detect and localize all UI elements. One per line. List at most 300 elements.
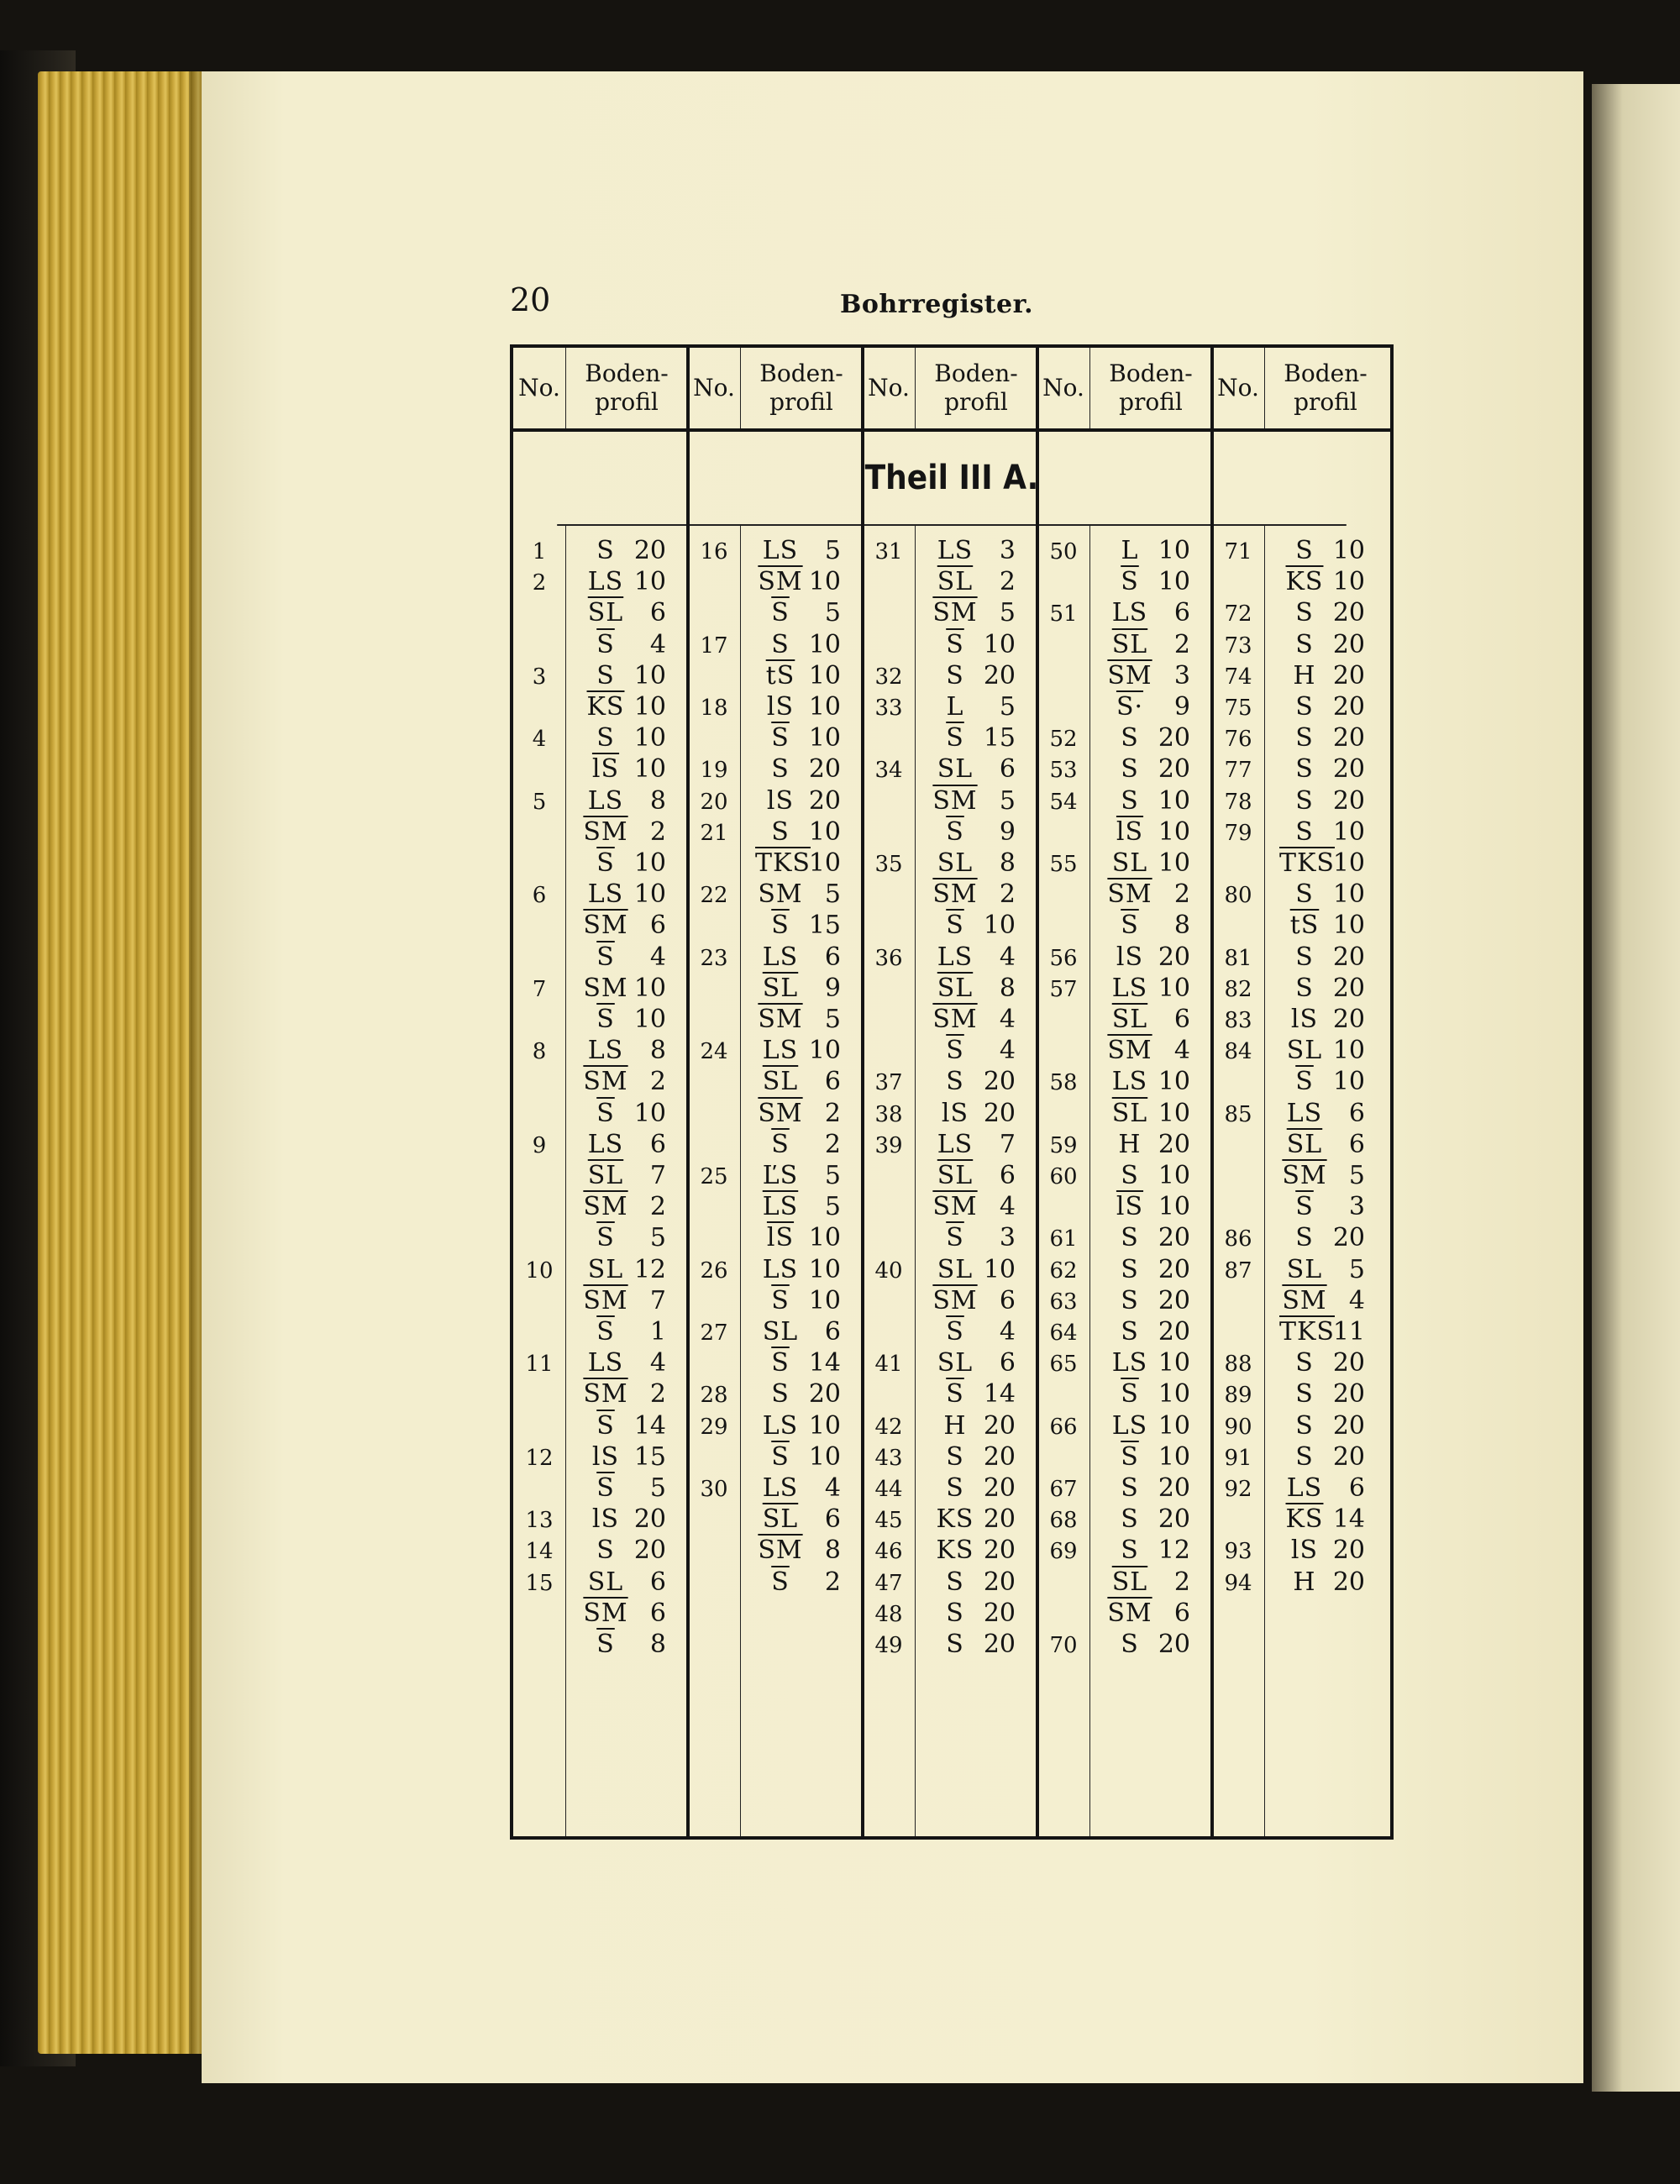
entry-number: 66 <box>1049 1414 1078 1440</box>
layer-depth: 20 <box>808 785 841 816</box>
entry-number: 83 <box>1224 1008 1252 1033</box>
soil-type: $\overline{S}$ <box>771 1348 790 1378</box>
soil-layer <box>1279 786 1365 816</box>
soil-layer <box>755 754 841 785</box>
soil-layer <box>1105 1411 1190 1441</box>
soil-type: S <box>1121 1254 1139 1284</box>
soil-type: LS <box>587 1348 624 1378</box>
layer-depth: 5 <box>999 785 1016 816</box>
entry-number: 21 <box>700 820 728 846</box>
soil-layer <box>755 786 841 816</box>
soil-type: S <box>1295 692 1314 722</box>
layer-depth: 20 <box>1332 1005 1365 1034</box>
soil-layer <box>1105 786 1190 816</box>
column-divider <box>1089 348 1090 428</box>
entry-number: 18 <box>700 696 728 721</box>
soil-layer <box>580 692 666 722</box>
entry-number: 52 <box>1049 727 1078 753</box>
soil-layer <box>1279 1067 1365 1097</box>
soil-type: S <box>946 1473 964 1503</box>
layer-depth: 5 <box>824 1161 841 1190</box>
entry-number: 45 <box>874 1508 903 1534</box>
entry-number: 48 <box>874 1601 903 1627</box>
layer-depth: 20 <box>1332 1441 1365 1472</box>
soil-type: $\overline{S}$ <box>946 629 964 659</box>
layer-depth: 10 <box>983 629 1016 659</box>
layer-depth: 2 <box>649 816 666 847</box>
soil-type: S <box>1121 1473 1139 1503</box>
soil-type: LS <box>587 1129 624 1159</box>
soil-type: $\overline{S}$ <box>771 723 790 753</box>
layer-depth: 20 <box>983 1098 1016 1128</box>
soil-layer <box>755 1130 841 1160</box>
layer-depth: 6 <box>649 1567 666 1597</box>
layer-depth: 10 <box>1158 536 1190 565</box>
soil-layer <box>1105 1599 1190 1629</box>
soil-type: LS <box>762 536 799 565</box>
soil-type: S <box>1121 1504 1139 1535</box>
entry-number: 42 <box>874 1414 903 1440</box>
soil-layer <box>930 786 1016 816</box>
soil-layer <box>1279 942 1365 973</box>
layer-depth: 8 <box>649 1630 666 1659</box>
entry-number: 6 <box>532 883 547 909</box>
soil-type: $\overline{SL}$ <box>587 598 624 628</box>
soil-layer <box>1279 1442 1365 1473</box>
layer-depth: 20 <box>1332 754 1365 785</box>
soil-type: S <box>1295 785 1314 816</box>
layer-depth: 4 <box>649 1348 666 1378</box>
soil-layer <box>1279 630 1365 660</box>
column-divider <box>1089 526 1090 1836</box>
entry-number: 61 <box>1049 1226 1078 1252</box>
layer-depth: 20 <box>983 1504 1016 1535</box>
layer-depth: 5 <box>649 1473 666 1503</box>
page-edges <box>38 71 206 2054</box>
soil-layer <box>930 723 1016 753</box>
entry-number: 3 <box>532 664 547 690</box>
layer-depth: 10 <box>808 1223 841 1253</box>
layer-depth: 20 <box>808 754 841 785</box>
soil-type: $\overline{S}$ <box>596 1630 615 1659</box>
layer-depth: 4 <box>999 1317 1016 1347</box>
soil-type: $\overline{SM}$ <box>932 1192 978 1222</box>
layer-depth: 10 <box>633 754 666 785</box>
soil-type: SL <box>937 848 974 878</box>
layer-depth: 4 <box>1173 1036 1190 1066</box>
layer-depth: 5 <box>999 692 1016 722</box>
soil-type: $\overline{S}$ <box>946 1223 964 1253</box>
column-group-divider <box>1210 348 1214 1836</box>
soil-type: $\overline{SM}$ <box>1107 1036 1152 1066</box>
layer-depth: 7 <box>999 1129 1016 1159</box>
layer-depth: 20 <box>1332 785 1365 816</box>
soil-type: $\overline{S}$ <box>596 1317 615 1347</box>
layer-depth: 6 <box>999 754 1016 785</box>
facing-page-edge <box>1592 84 1680 2092</box>
soil-type: $\overline{tS}$ <box>765 660 795 690</box>
soil-type: LS <box>1111 973 1148 1003</box>
header-bodenprofil: Boden- profil <box>585 360 669 416</box>
layer-depth: 10 <box>808 816 841 847</box>
layer-depth: 20 <box>1332 629 1365 659</box>
soil-layer <box>930 567 1016 597</box>
entry-number: 19 <box>700 758 728 784</box>
soil-layer <box>580 1130 666 1160</box>
soil-type: $\overline{S}$ <box>596 942 615 972</box>
layer-depth: 5 <box>999 598 1016 628</box>
entry-number: 63 <box>1049 1289 1078 1315</box>
layer-depth: 12 <box>1158 1536 1190 1566</box>
layer-depth: 9 <box>1173 692 1190 722</box>
entry-number: 59 <box>1049 1132 1078 1158</box>
layer-depth: 20 <box>1158 1254 1190 1284</box>
layer-depth: 10 <box>633 1098 666 1128</box>
soil-layer <box>1105 1473 1190 1504</box>
soil-type: SL <box>937 1254 974 1284</box>
layer-depth: 6 <box>999 1348 1016 1378</box>
soil-layer <box>755 1067 841 1097</box>
soil-layer <box>755 692 841 722</box>
soil-type: H <box>1118 1129 1142 1159</box>
layer-depth: 10 <box>633 879 666 910</box>
soil-layer <box>930 817 1016 848</box>
layer-depth: 20 <box>983 1536 1016 1566</box>
soil-layer <box>930 974 1016 1004</box>
layer-depth: 10 <box>1158 1348 1190 1378</box>
soil-type: lS <box>591 1441 620 1472</box>
soil-layer <box>1279 598 1365 628</box>
soil-layer <box>1105 1504 1190 1535</box>
soil-layer <box>1279 911 1365 941</box>
header-bodenprofil: Boden- profil <box>1109 360 1193 416</box>
soil-type: $\overline{SM}$ <box>583 1192 628 1222</box>
soil-layer <box>1279 536 1365 566</box>
layer-depth: 20 <box>983 1567 1016 1597</box>
soil-layer <box>580 723 666 753</box>
layer-depth: 10 <box>808 692 841 722</box>
soil-layer <box>1279 1099 1365 1129</box>
soil-layer <box>755 567 841 597</box>
soil-type: LS <box>937 942 974 972</box>
soil-type: $\overline{S}$ <box>771 1285 790 1315</box>
layer-depth: 10 <box>1158 1192 1190 1222</box>
layer-depth: 3 <box>1173 660 1190 690</box>
header-bodenprofil: Boden- profil <box>1284 360 1368 416</box>
entry-number: 23 <box>700 945 728 971</box>
soil-type: S <box>1121 1161 1139 1190</box>
header-no: No. <box>693 374 735 402</box>
column-divider <box>1264 526 1265 1836</box>
entry-number: 4 <box>532 727 547 753</box>
soil-layer <box>580 1161 666 1191</box>
soil-type: $\overline{SL}$ <box>762 1504 799 1535</box>
entry-number: 36 <box>874 945 903 971</box>
layer-depth: 10 <box>1332 1067 1365 1097</box>
soil-layer <box>755 974 841 1004</box>
column-divider <box>915 526 916 1836</box>
layer-depth: 20 <box>1158 1129 1190 1159</box>
soil-type: $\overline{S}$ <box>596 1005 615 1034</box>
entry-number: 22 <box>700 883 728 909</box>
soil-type: $\overline{SM}$ <box>583 1285 628 1315</box>
soil-type: $\overline{S}$ <box>1121 567 1139 597</box>
entry-number: 64 <box>1049 1320 1078 1346</box>
layer-depth: 20 <box>983 1598 1016 1628</box>
soil-type: LS <box>587 1036 624 1066</box>
entry-number: 82 <box>1224 976 1252 1002</box>
soil-type: $\overline{lS}$ <box>1116 816 1144 847</box>
layer-depth: 5 <box>1348 1161 1365 1190</box>
entry-number: 79 <box>1224 820 1252 846</box>
layer-depth: 6 <box>824 1504 841 1535</box>
soil-layer <box>580 1192 666 1222</box>
soil-type: $\overline{SM}$ <box>1282 1285 1327 1315</box>
layer-depth: 10 <box>983 911 1016 941</box>
soil-layer <box>755 848 841 879</box>
entry-number: 16 <box>700 539 728 564</box>
soil-layer <box>1105 598 1190 628</box>
soil-type: lS <box>591 1504 620 1535</box>
layer-depth: 3 <box>999 1223 1016 1253</box>
entry-number: 49 <box>874 1633 903 1658</box>
soil-layer <box>930 1317 1016 1347</box>
soil-type: $\overline{SM}$ <box>583 816 628 847</box>
layer-depth: 20 <box>1332 1379 1365 1410</box>
layer-depth: 8 <box>999 973 1016 1003</box>
soil-layer <box>1279 1536 1365 1566</box>
entry-number: 55 <box>1049 852 1078 877</box>
entry-number: 38 <box>874 1101 903 1127</box>
layer-depth: 5 <box>824 1005 841 1034</box>
entry-number: 33 <box>874 696 903 721</box>
soil-type: S <box>1121 785 1139 816</box>
soil-layer <box>580 1317 666 1347</box>
soil-layer <box>1279 879 1365 910</box>
table-header-row <box>513 348 1390 432</box>
layer-depth: 8 <box>824 1536 841 1566</box>
layer-depth: 8 <box>999 848 1016 878</box>
layer-depth: 10 <box>633 723 666 753</box>
soil-type: S <box>1121 1223 1139 1253</box>
entry-number: 5 <box>532 789 547 815</box>
layer-depth: 20 <box>1158 1223 1190 1253</box>
entry-number: 32 <box>874 664 903 690</box>
soil-layer <box>1279 1411 1365 1441</box>
entry-number: 57 <box>1049 976 1078 1002</box>
soil-layer <box>580 817 666 848</box>
soil-type: LS <box>1111 1067 1148 1097</box>
soil-type: $\overline{SL}$ <box>937 567 974 597</box>
soil-type: $\overline{KS}$ <box>586 692 625 722</box>
layer-depth: 10 <box>633 1005 666 1034</box>
soil-type: $\overline{S}$ <box>946 911 964 941</box>
soil-type: $\overline{SL}$ <box>1286 1129 1323 1159</box>
soil-type: $\overline{SM}$ <box>932 1005 978 1034</box>
soil-type: S <box>1121 1536 1139 1566</box>
layer-depth: 6 <box>1173 1005 1190 1034</box>
soil-type: LS <box>762 1473 799 1503</box>
soil-layer <box>930 1255 1016 1285</box>
soil-type: $\overline{S}$ <box>771 1567 790 1597</box>
soil-layer <box>1279 661 1365 691</box>
entry-number: 1 <box>532 539 547 564</box>
soil-type: SL <box>1286 1254 1323 1284</box>
soil-type: S <box>1295 879 1314 910</box>
layer-depth: 7 <box>649 1161 666 1190</box>
soil-type: $\overline{SL}$ <box>762 1067 799 1097</box>
layer-depth: 20 <box>983 1473 1016 1503</box>
soil-layer <box>1279 817 1365 848</box>
layer-depth: 5 <box>824 879 841 910</box>
soil-layer <box>1105 942 1190 973</box>
layer-depth: 6 <box>649 911 666 941</box>
layer-depth: 20 <box>1158 1285 1190 1315</box>
layer-depth: 20 <box>633 536 666 565</box>
soil-layer <box>1279 1473 1365 1504</box>
column-divider <box>915 348 916 428</box>
soil-type: $\overline{TKS}$ <box>755 848 811 878</box>
soil-type: S <box>946 660 964 690</box>
layer-depth: 10 <box>633 660 666 690</box>
soil-type: LS <box>762 1254 799 1284</box>
layer-depth: 9 <box>824 973 841 1003</box>
soil-layer <box>930 1411 1016 1441</box>
layer-depth: 10 <box>808 660 841 690</box>
soil-type: S <box>946 1598 964 1628</box>
soil-layer <box>1105 1005 1190 1035</box>
soil-type: SL <box>587 1254 624 1284</box>
header-no: No. <box>1217 374 1259 402</box>
layer-depth: 6 <box>1173 598 1190 628</box>
layer-depth: 10 <box>808 1410 841 1441</box>
layer-depth: 20 <box>1158 942 1190 972</box>
column-divider <box>565 348 566 428</box>
layer-depth: 10 <box>808 1441 841 1472</box>
soil-layer <box>930 754 1016 785</box>
layer-depth: 2 <box>1173 629 1190 659</box>
soil-type: $\overline{SM}$ <box>758 567 803 597</box>
soil-layer <box>1105 1130 1190 1160</box>
soil-layer <box>1279 1005 1365 1035</box>
soil-layer <box>1105 1067 1190 1097</box>
soil-layer <box>1105 1036 1190 1066</box>
soil-layer <box>930 536 1016 566</box>
layer-depth: 4 <box>1348 1285 1365 1315</box>
soil-layer <box>930 1348 1016 1378</box>
soil-layer <box>580 1005 666 1035</box>
soil-type: $\overline{SM}$ <box>583 1598 628 1628</box>
soil-type: $\overline{S}$ <box>771 911 790 941</box>
soil-layer <box>755 1161 841 1191</box>
layer-depth: 20 <box>1158 754 1190 785</box>
layer-depth: 10 <box>1332 911 1365 941</box>
entry-number: 56 <box>1049 945 1078 971</box>
entry-number: 27 <box>700 1320 728 1346</box>
layer-depth: 2 <box>824 1567 841 1597</box>
layer-depth: 20 <box>983 1630 1016 1659</box>
soil-type: S <box>1121 1317 1139 1347</box>
soil-type: $\overline{SM}$ <box>758 1536 803 1566</box>
soil-layer <box>930 1504 1016 1535</box>
layer-depth: 9 <box>999 816 1016 847</box>
soil-layer <box>755 661 841 691</box>
bore-register-table <box>510 344 1394 1840</box>
soil-type: $\overline{SL}$ <box>587 1161 624 1190</box>
soil-layer <box>1279 1192 1365 1222</box>
layer-depth: 5 <box>649 1223 666 1253</box>
entry-number: 35 <box>874 852 903 877</box>
entry-number: 24 <box>700 1039 728 1065</box>
soil-layer <box>1279 1567 1365 1598</box>
layer-depth: 11 <box>1332 1317 1365 1347</box>
layer-depth: 7 <box>649 1285 666 1315</box>
layer-depth: 6 <box>1348 1098 1365 1128</box>
entry-number: 74 <box>1224 664 1252 690</box>
entry-number: 80 <box>1224 883 1252 909</box>
entry-number: 88 <box>1224 1352 1252 1378</box>
soil-layer <box>930 911 1016 941</box>
soil-type: lS <box>1116 942 1144 972</box>
layer-depth: 10 <box>1332 1036 1365 1066</box>
header-no: No. <box>1042 374 1084 402</box>
entry-number: 44 <box>874 1477 903 1502</box>
column-divider <box>740 526 741 1836</box>
soil-layer <box>930 1130 1016 1160</box>
soil-layer <box>930 1067 1016 1097</box>
soil-layer <box>580 567 666 597</box>
soil-layer <box>1279 1255 1365 1285</box>
entry-number: 94 <box>1224 1570 1252 1596</box>
soil-layer <box>755 1348 841 1378</box>
entry-number: 2 <box>532 570 547 596</box>
soil-layer <box>1105 536 1190 566</box>
soil-layer <box>755 1567 841 1598</box>
layer-depth: 5 <box>824 598 841 628</box>
soil-type: LS <box>762 1036 799 1066</box>
layer-depth: 20 <box>1158 1630 1190 1659</box>
layer-depth: 6 <box>649 1129 666 1159</box>
layer-depth: 20 <box>633 1536 666 1566</box>
layer-depth: 10 <box>1158 1067 1190 1097</box>
soil-layer <box>930 1192 1016 1222</box>
soil-layer <box>580 630 666 660</box>
soil-layer <box>1279 1286 1365 1316</box>
soil-type: $\overline{S}$ <box>1295 1067 1314 1097</box>
layer-depth: 10 <box>808 848 841 878</box>
soil-layer <box>1279 1504 1365 1535</box>
layer-depth: 6 <box>1348 1473 1365 1503</box>
entry-number: 40 <box>874 1257 903 1284</box>
layer-depth: 20 <box>633 1504 666 1535</box>
entry-number: 92 <box>1224 1477 1252 1502</box>
entry-number: 65 <box>1049 1352 1078 1378</box>
entry-number: 25 <box>700 1164 728 1189</box>
entry-number: 91 <box>1224 1445 1252 1471</box>
soil-layer <box>1279 754 1365 785</box>
soil-type: H <box>1293 1567 1316 1597</box>
soil-layer <box>1105 661 1190 691</box>
layer-depth: 6 <box>999 1161 1016 1190</box>
layer-depth: 2 <box>824 1129 841 1159</box>
soil-type: $\overline{KS}$ <box>1285 1504 1324 1535</box>
soil-type: S <box>1295 816 1314 847</box>
soil-layer <box>1279 567 1365 597</box>
layer-depth: 20 <box>1332 1223 1365 1253</box>
soil-type: $\overline{TKS}$ <box>1279 1317 1335 1347</box>
soil-layer <box>930 1536 1016 1566</box>
entry-number: 81 <box>1224 945 1252 971</box>
